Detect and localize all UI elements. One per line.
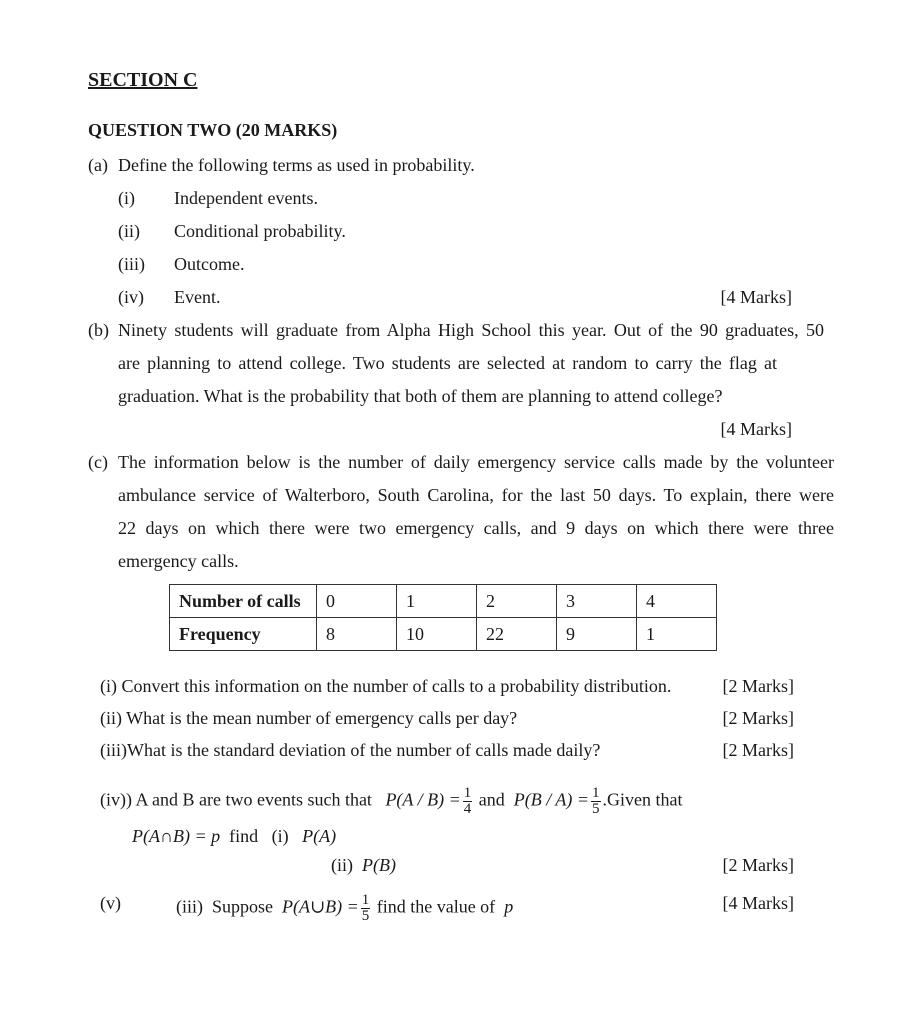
part-c-label: (c) [88, 452, 108, 472]
part-a-item-text: Conditional probability. [174, 221, 346, 241]
table-row-label: Number of calls [170, 585, 317, 618]
section-heading: SECTION C [88, 69, 198, 91]
v-rest: find the value of [376, 896, 496, 917]
v-variable: p [504, 896, 514, 917]
subquestion-iv [100, 786, 683, 817]
fraction [361, 893, 371, 924]
part-c-line: emergency calls. [118, 551, 239, 571]
v-label: (v) [100, 893, 121, 913]
find-i-expr: P(A) [302, 826, 337, 846]
v-marks: [4 Marks] [722, 893, 794, 913]
conditional-ba: P(B / A) = [513, 789, 590, 810]
part-b-line: are planning to attend college. Two students are selected at random to carry the flag at [118, 353, 777, 373]
part-a-item-num: (iv) [118, 287, 144, 307]
subquestion-text: (ii) What is the mean number of emergency calls per day? [100, 708, 518, 728]
part-c-line: ambulance service of Walterboro, South Carolina, for the last 50 days. To explain, there were [118, 485, 834, 505]
part-a-stem: Define the following terms as used in probability. [118, 155, 475, 175]
find-ii-line [331, 855, 396, 876]
find-ii-expr: P(B) [362, 855, 396, 875]
intersection-line [132, 826, 336, 847]
fraction-numerator: 1 [463, 785, 472, 801]
table-row [170, 618, 717, 651]
part-b-line: graduation. What is the probability that both of them are planning to attend college? [118, 386, 723, 406]
conditional-ab: P(A / B) = [385, 789, 461, 810]
subquestion-text: (iii)What is the standard deviation of the number of calls made daily? [100, 740, 601, 760]
fraction-numerator: 1 [361, 892, 370, 908]
part-a-label: (a) [88, 155, 108, 175]
fraction [463, 786, 473, 817]
v-iii-label: (iii) [176, 896, 203, 917]
table-cell: 1 [397, 585, 477, 618]
intersection-expr: P(A∩B) = p [132, 826, 221, 846]
find-ii-label: (ii) [331, 855, 353, 875]
iv-marks: [2 Marks] [722, 855, 794, 875]
and-word: and [478, 789, 505, 810]
part-a-item-text: Outcome. [174, 254, 245, 274]
question-title: QUESTION TWO (20 MARKS) [88, 120, 338, 140]
table-cell: 3 [557, 585, 637, 618]
subquestion-v [176, 893, 513, 924]
part-b-marks: [4 Marks] [720, 419, 792, 439]
find-i-label: (i) [271, 826, 289, 846]
subquestion-marks: [2 Marks] [722, 740, 794, 760]
table-row [170, 585, 717, 618]
suppose-word: Suppose [212, 896, 274, 917]
part-b-line: Ninety students will graduate from Alpha High School this year. Out of the 90 graduates, 50 [118, 320, 824, 340]
table-row-label: Frequency [170, 618, 317, 651]
table-cell: 2 [477, 585, 557, 618]
fraction-denominator: 4 [463, 801, 472, 817]
part-a-item-num: (i) [118, 188, 135, 208]
fraction-denominator: 5 [592, 801, 600, 817]
subquestion-marks: [2 Marks] [722, 676, 794, 696]
frequency-table [169, 584, 717, 651]
table-cell: 1 [637, 618, 717, 651]
table-cell: 4 [637, 585, 717, 618]
part-b-label: (b) [88, 320, 109, 340]
part-a-marks: [4 Marks] [720, 287, 792, 307]
given-that: .Given that [602, 789, 683, 810]
subquestion-text: (i) Convert this information on the number of calls to a probability distribution. [100, 676, 672, 696]
part-c-line: 22 days on which there were two emergency calls, and 9 days on which there were three [118, 518, 834, 538]
table-cell: 0 [317, 585, 397, 618]
fraction-numerator: 1 [592, 785, 600, 801]
table-cell: 22 [477, 618, 557, 651]
fraction [591, 786, 601, 817]
table-cell: 9 [557, 618, 637, 651]
part-a-item-text: Independent events. [174, 188, 318, 208]
part-a-item-num: (ii) [118, 221, 140, 241]
table-cell: 8 [317, 618, 397, 651]
union-expr: P(A∪B) = [282, 896, 359, 917]
fraction-denominator: 5 [361, 908, 370, 924]
part-c-line: The information below is the number of daily emergency service calls made by the volunteer [118, 452, 834, 472]
find-word: find [229, 826, 259, 846]
subquestion-marks: [2 Marks] [722, 708, 794, 728]
iv-intro: (iv)) A and B are two events such that [100, 789, 372, 810]
part-a-item-text: Event. [174, 287, 221, 307]
part-a-item-num: (iii) [118, 254, 145, 274]
table-cell: 10 [397, 618, 477, 651]
